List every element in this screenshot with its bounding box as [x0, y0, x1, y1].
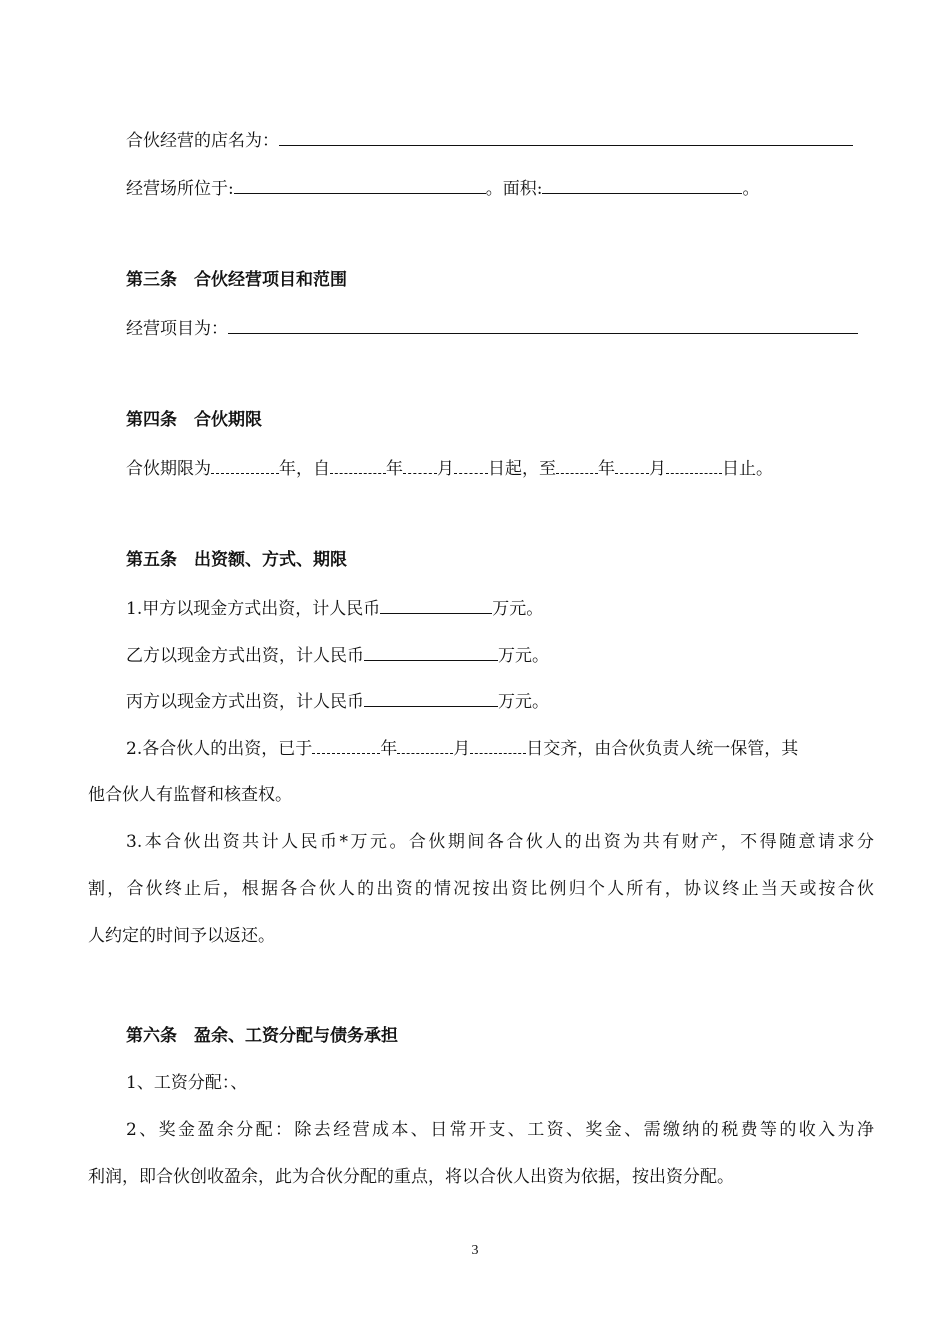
shop-name-label: 合伙经营的店名为： [126, 131, 279, 151]
area-label: 。面积: [485, 179, 543, 199]
total-capital-line-1: 3.本合伙出资共计人民币*万元。合伙期间各合伙人的出资为共有财产，不得随意请求分 [126, 832, 874, 852]
paid-text-4: 日交齐，由合伙负责人统一保管，其 [526, 739, 799, 759]
term-text-1: 合伙期限为 [126, 459, 211, 479]
term-text-2: 年，自 [279, 459, 330, 479]
premises-line [126, 175, 759, 201]
premises-label: 经营场所位于: [126, 179, 234, 199]
wage-distribution-item: 1、工资分配：、 [126, 1073, 248, 1093]
business-scope-label: 经营项目为： [126, 319, 228, 339]
paid-text-2: 年 [380, 739, 398, 759]
term-text-4: 月 [437, 459, 454, 479]
term-text-3: 年 [386, 459, 403, 479]
term-text-5: 日起，至 [488, 459, 556, 479]
total-capital-line-2: 割，合伙终止后，根据各合伙人的出资的情况按出资比例归个人所有，协议终止当天或按合伙 [88, 879, 874, 899]
end-day-field[interactable] [666, 455, 722, 474]
end-month-field[interactable] [615, 455, 649, 474]
contribution-c-field[interactable] [364, 688, 498, 707]
start-day-field[interactable] [454, 455, 488, 474]
term-years-field[interactable] [211, 455, 279, 474]
bonus-distribution-line-2: 利润，即合伙创收盈余，此为合伙分配的重点，将以合伙人出资为依据，按出资分配。 [88, 1167, 734, 1187]
contribution-a-line [126, 595, 543, 621]
article-4-heading: 第四条 合伙期限 [126, 410, 262, 430]
contribution-b-label: 乙方以现金方式出资，计人民币 [126, 646, 364, 666]
shop-name-line [126, 127, 853, 153]
page-number: 3 [471, 1243, 479, 1258]
contribution-a-unit: 万元。 [492, 599, 544, 619]
term-line [126, 455, 773, 481]
paid-date-line [126, 735, 876, 761]
business-scope-field[interactable] [228, 315, 858, 334]
shop-name-field[interactable] [279, 127, 853, 146]
contribution-a-label: 1.甲方以现金方式出资，计人民币 [126, 599, 381, 619]
total-capital-line-3: 人约定的时间予以返还。 [88, 926, 275, 946]
bonus-distribution-line-1: 2、奖金盈余分配：除去经营成本、日常开支、工资、奖金、需缴纳的税费等的收入为净 [126, 1120, 874, 1140]
contribution-c-unit: 万元。 [498, 692, 549, 712]
paid-text-3: 月 [453, 739, 471, 759]
article-6-heading: 第六条 盈余、工资分配与债务承担 [126, 1026, 398, 1046]
start-month-field[interactable] [403, 455, 437, 474]
term-text-7: 月 [649, 459, 666, 479]
business-scope-line [126, 315, 858, 341]
paid-year-field[interactable] [312, 735, 380, 754]
paid-day-field[interactable] [470, 735, 526, 754]
area-field[interactable] [542, 175, 742, 194]
end-year-field[interactable] [556, 455, 598, 474]
paid-month-field[interactable] [397, 735, 453, 754]
paid-text-1: 2.各合伙人的出资，已于 [126, 739, 313, 759]
contribution-b-line [126, 642, 549, 668]
premises-field[interactable] [234, 175, 486, 194]
contribution-a-field[interactable] [380, 595, 492, 614]
premises-end: 。 [742, 179, 760, 199]
paid-text-5: 他合伙人有监督和核查权。 [88, 785, 292, 805]
article-5-heading: 第五条 出资额、方式、期限 [126, 550, 347, 570]
term-text-6: 年 [598, 459, 615, 479]
article-3-heading: 第三条 合伙经营项目和范围 [126, 270, 347, 290]
contribution-c-line [126, 688, 549, 714]
start-year-field[interactable] [330, 455, 386, 474]
term-text-8: 日止。 [722, 459, 773, 479]
contribution-b-unit: 万元。 [498, 646, 549, 666]
contribution-c-label: 丙方以现金方式出资，计人民币 [126, 692, 364, 712]
contribution-b-field[interactable] [364, 642, 498, 661]
